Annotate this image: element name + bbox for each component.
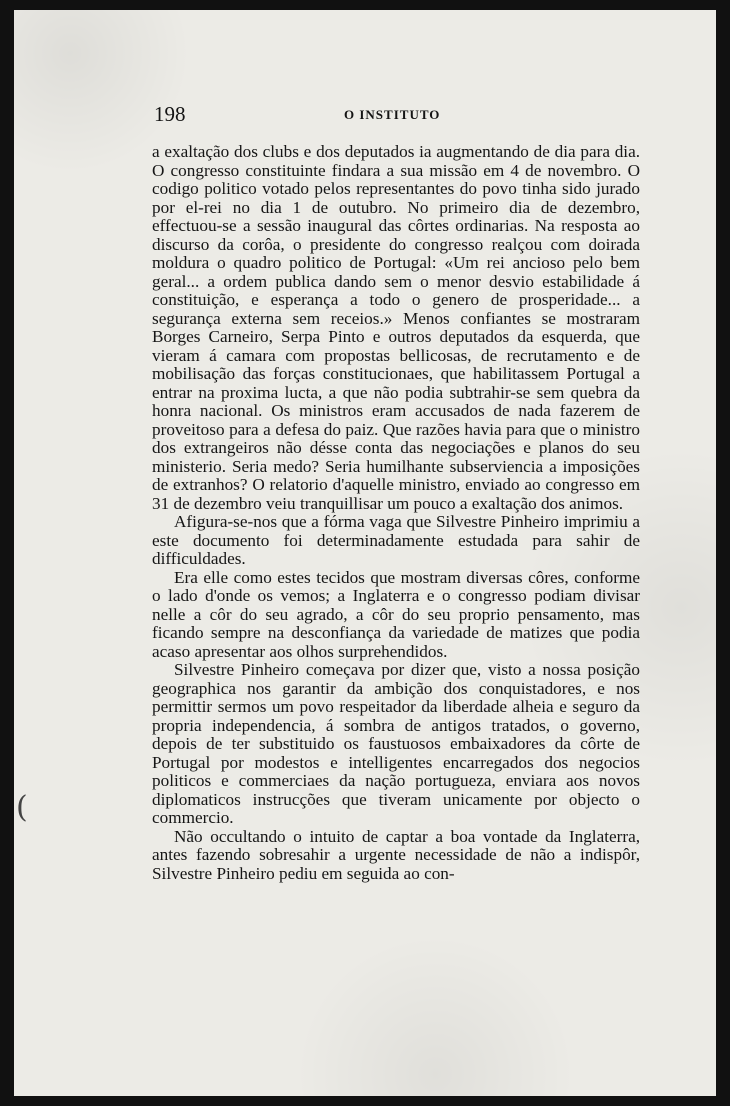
book-page	[14, 10, 716, 1096]
paragraph-3: Era elle como estes tecidos que mostram diversas côres, conforme o lado d'onde os vemos; a Inglaterra e o congresso podiam divisar nelle a côr do seu agrado, a côr do seu proprio pensamento, mas ficando sempre na desconfiança da variedade de matizes que podia acaso apresentar aos olhos surprehendidos.	[152, 567, 640, 661]
paragraph-1: a exaltação dos clubs e dos deputados ia augmentando de dia para dia. O congresso constituinte findara a sua missão em 4 de novembro. O codigo politico votado pelos representantes do povo tinha sido jurado por el-rei no dia 1 de outubro. No primeiro dia de dezembro, effectuou-se a sessão inaugural das côrtes ordinarias. Na resposta ao discurso da corôa, o presidente do congresso realçou com doirada moldura o quadro politico de Portugal: «Um rei ancioso pelo bem geral... a ordem publica dando sem o menor desvio estabilidade á constituição, e esperança a todo o genero de prosperidade... a segurança externa sem receios.» Menos confiantes se mostraram Borges Carneiro, Serpa Pinto e outros deputados da esquerda, que vieram á camara com propostas bellicosas, de recrutamento e de mobilisação das forças constitucionaes, que habilitassem Portugal a entrar na proxima lucta, a que não podia subtrahir-se sem quebra da honra nacional. Os ministros eram accusados de nada fazerem de proveitoso para a defesa do paiz. Que razões havia para que o ministro dos extrangeiros não désse conta das negociações e planos do seu ministerio. Seria medo? Seria humilhante subserviencia a imposições de extranhos? O relatorio d'aquelle ministro, enviado ao congresso em 31 de dezembro veiu tranquillisar um pouco a exaltação dos animos.	[152, 142, 640, 513]
paragraph-5: Não occultando o intuito de captar a boa vontade da Inglaterra, antes fazendo sobresahir a urgente necessidade de não a indispôr, Silvestre Pinheiro pediu em seguida ao con-	[152, 826, 640, 883]
paragraph-2: Afigura-se-nos que a fórma vaga que Silvestre Pinheiro imprimiu a este documento foi determinadamente estudada para sahir de difficuldades.	[152, 512, 640, 568]
page-number: 198	[154, 102, 186, 126]
page-header	[154, 102, 654, 126]
running-title: O INSTITUTO	[344, 107, 441, 122]
body-text	[152, 143, 640, 883]
margin-bracket-mark: (	[16, 790, 28, 825]
paragraph-4: Silvestre Pinheiro começava por dizer que, visto a nossa posição geographica nos garantir da ambição dos conquistadores, e nos permittir sermos um povo respeitador da liberdade alheia e seguro da propria independencia, á sombra de antigos tratados, o governo, depois de ter substituido os faustuosos embaixadores da côrte de Portugal por modestos e intelligentes encarregados dos negocios politicos e commerciaes da nação portugueza, enviara aos novos diplomaticos instrucções que tiveram unicamente por objecto o commercio.	[152, 660, 640, 827]
